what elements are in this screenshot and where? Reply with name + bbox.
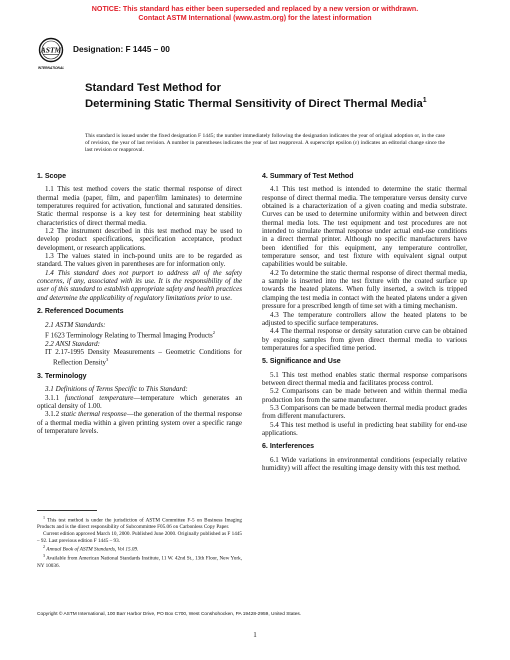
paragraph-4-3: 4.3 The temperature controllers allow the heated platens to be adjusted to specific surface temperatures. <box>262 310 467 327</box>
section-heading-referenced-documents: 2. Referenced Documents <box>37 308 124 316</box>
footnotes <box>37 515 242 569</box>
title-footnote-ref: 1 <box>422 96 427 104</box>
paragraph-4-1: 4.1 This test method is intended to determine the static thermal response of direct thermal media. The temperature versus density curve obtained is a characterization of a given coating and media substrate. Curves can be used to determine uniformity within and between direct thermal media lots. The test equipment and test procedures are not intended to simulate thermal response under actual end-use conditions in a direct thermal printer. Although no specific manufacturers have been identified for this equipment, any temperature controller, temperature sensor, and test fixture with equivalent signal output capabilities would be suitable. <box>262 185 467 269</box>
title-main: Determining Static Thermal Sensitivity of Direct Thermal Media$^1$ <box>85 96 427 110</box>
issuance-note: This standard is issued under the fixed designation F 1445; the number immediately following the designation indicates the year of original adoption or, in the case of revision, the year of last revision. A number in parentheses indicates the year of last reapproval. A superscript epsilon (ε) indicates an editorial change since the last revision or reapproval. <box>85 133 445 153</box>
reference-it-2-17: IT 2.17-1995 Density Measurements – Geometric Conditions for Reflection Density$^3$ <box>45 347 242 367</box>
section-heading-summary: 4. Summary of Test Method <box>262 173 354 180</box>
logo-text-top: ASTM <box>40 45 62 55</box>
paragraph-1-2: 1.2 The instrument described in this test method may be used to develop product specifications, specification acceptance, product development, or research applications. <box>37 227 242 252</box>
section-heading-interferences: 6. Interferences <box>262 443 315 451</box>
section-heading-significance: 5. Significance and Use <box>262 358 341 366</box>
page-number: 1 <box>253 631 257 639</box>
paragraph-4-2: 4.2 To determine the static thermal response of direct thermal media, a sample is inserted into the test fixture with the coated surface up towards the heated platens. When fully inserted, a switch is tripped clamping the test media in contact with the heated platens under a given pressure for a prescribed length of time set with a timing mechanism. <box>262 268 467 311</box>
astm-logo <box>38 36 64 74</box>
footnote-1: $^1$ This test method is under the jurisdiction of ASTM Committee F-5 on Business Imaging Products and is the direct responsibility of Subcommittee F05.06 on Carbonless Copy Paper. <box>37 515 243 531</box>
paragraph-1-1: 1.1 This test method covers the static thermal response of direct thermal media (paper, film, and paper/film laminates) to determine temperatures required for activation, functional and saturated densities. Static thermal response is a key test for determining heat stability characteristics of direct thermal media. <box>37 185 242 227</box>
footnote-1-edition: Current edition approved March 10, 2000. Published June 2000. Originally published as F 1445 – 92. Last previous edition F 1445 – 93. <box>37 530 242 544</box>
section-heading-scope: 1. Scope <box>37 173 66 180</box>
reference-f1623: F 1623 Terminology Relating to Thermal Imaging Products$^2$ <box>45 329 216 340</box>
paragraph-3-1: 3.1 Definitions of Terms Specific to This Standard: <box>45 385 188 394</box>
paragraph-2-1: 2.1 ASTM Standards: <box>45 320 106 329</box>
footnote-3: $^3$ Available from American National Standards Institute, 11 W. 42nd St., 13th Floor, New York, NY 10036. <box>37 553 242 569</box>
paragraph-5-2: 5.2 Comparisons can be made between and within thermal media production lots from the same manufacturer. <box>262 387 467 404</box>
left-column <box>37 173 242 435</box>
footnote-divider <box>37 510 97 511</box>
supersede-notice <box>0 5 510 23</box>
paragraph-4-4: 4.4 The thermal response or density saturation curve can be obtained by exposing samples from given direct thermal media to various temperatures for a specified time period. <box>262 327 467 352</box>
notice-line-2: Contact ASTM International (www.astm.org) for the latest information <box>138 14 372 22</box>
document-title <box>85 82 445 110</box>
paragraph-1-3: 1.3 The values stated in inch-pound units are to be regarded as standard. The values given in parentheses are for information only. <box>37 252 242 269</box>
paragraph-1-4: 1.4 This standard does not purport to address all of the safety concerns, if any, associated with its use. It is the responsibility of the user of this standard to establish appropriate safety and health practices and determine the applicability of regulatory limitations prior to use. <box>37 268 242 302</box>
paragraph-5-1: 5.1 This test method enables static thermal response comparisons between direct thermal media and facilitates process control. <box>262 370 467 387</box>
paragraph-5-4: 5.4 This test method is useful in predicting heat stability for end-use applications. <box>262 420 467 437</box>
definition-functional-temperature: 3.1.1 functional temperature—temperature which generates an optical density of 1.00. <box>37 393 242 410</box>
definition-static-thermal-response: 3.1.2 static thermal response—the generation of the thermal response of a thermal media within a given printing system over a specific range of temperature levels. <box>37 410 242 435</box>
section-heading-terminology: 3. Terminology <box>37 372 87 380</box>
designation: Designation: F 1445 – 00 <box>73 44 170 54</box>
logo-text-bottom: INTERNATIONAL <box>38 66 64 70</box>
paragraph-6-1: 6.1 Wide variations in environmental conditions (especially relative humidity) will affect the resulting image density with this test method. <box>262 455 467 472</box>
copyright-line: Copyright © ASTM International, 100 Barr Harbor Drive, PO Box C700, West Conshohocken, PA 19428-2959, United States. <box>37 612 302 617</box>
paragraph-5-3: 5.3 Comparisons can be made between thermal media product grades from different manufacturers. <box>262 403 467 421</box>
right-column <box>262 173 467 472</box>
notice-line-1: NOTICE: This standard has either been superseded and replaced by a new version or withdrawn. <box>91 5 419 13</box>
title-prefix: Standard Test Method for <box>85 82 221 94</box>
paragraph-2-2: 2.2 ANSI Standard: <box>45 339 101 348</box>
footnote-2: $^2$ Annual Book of ASTM Standards, Vol 15.09. <box>43 544 139 553</box>
